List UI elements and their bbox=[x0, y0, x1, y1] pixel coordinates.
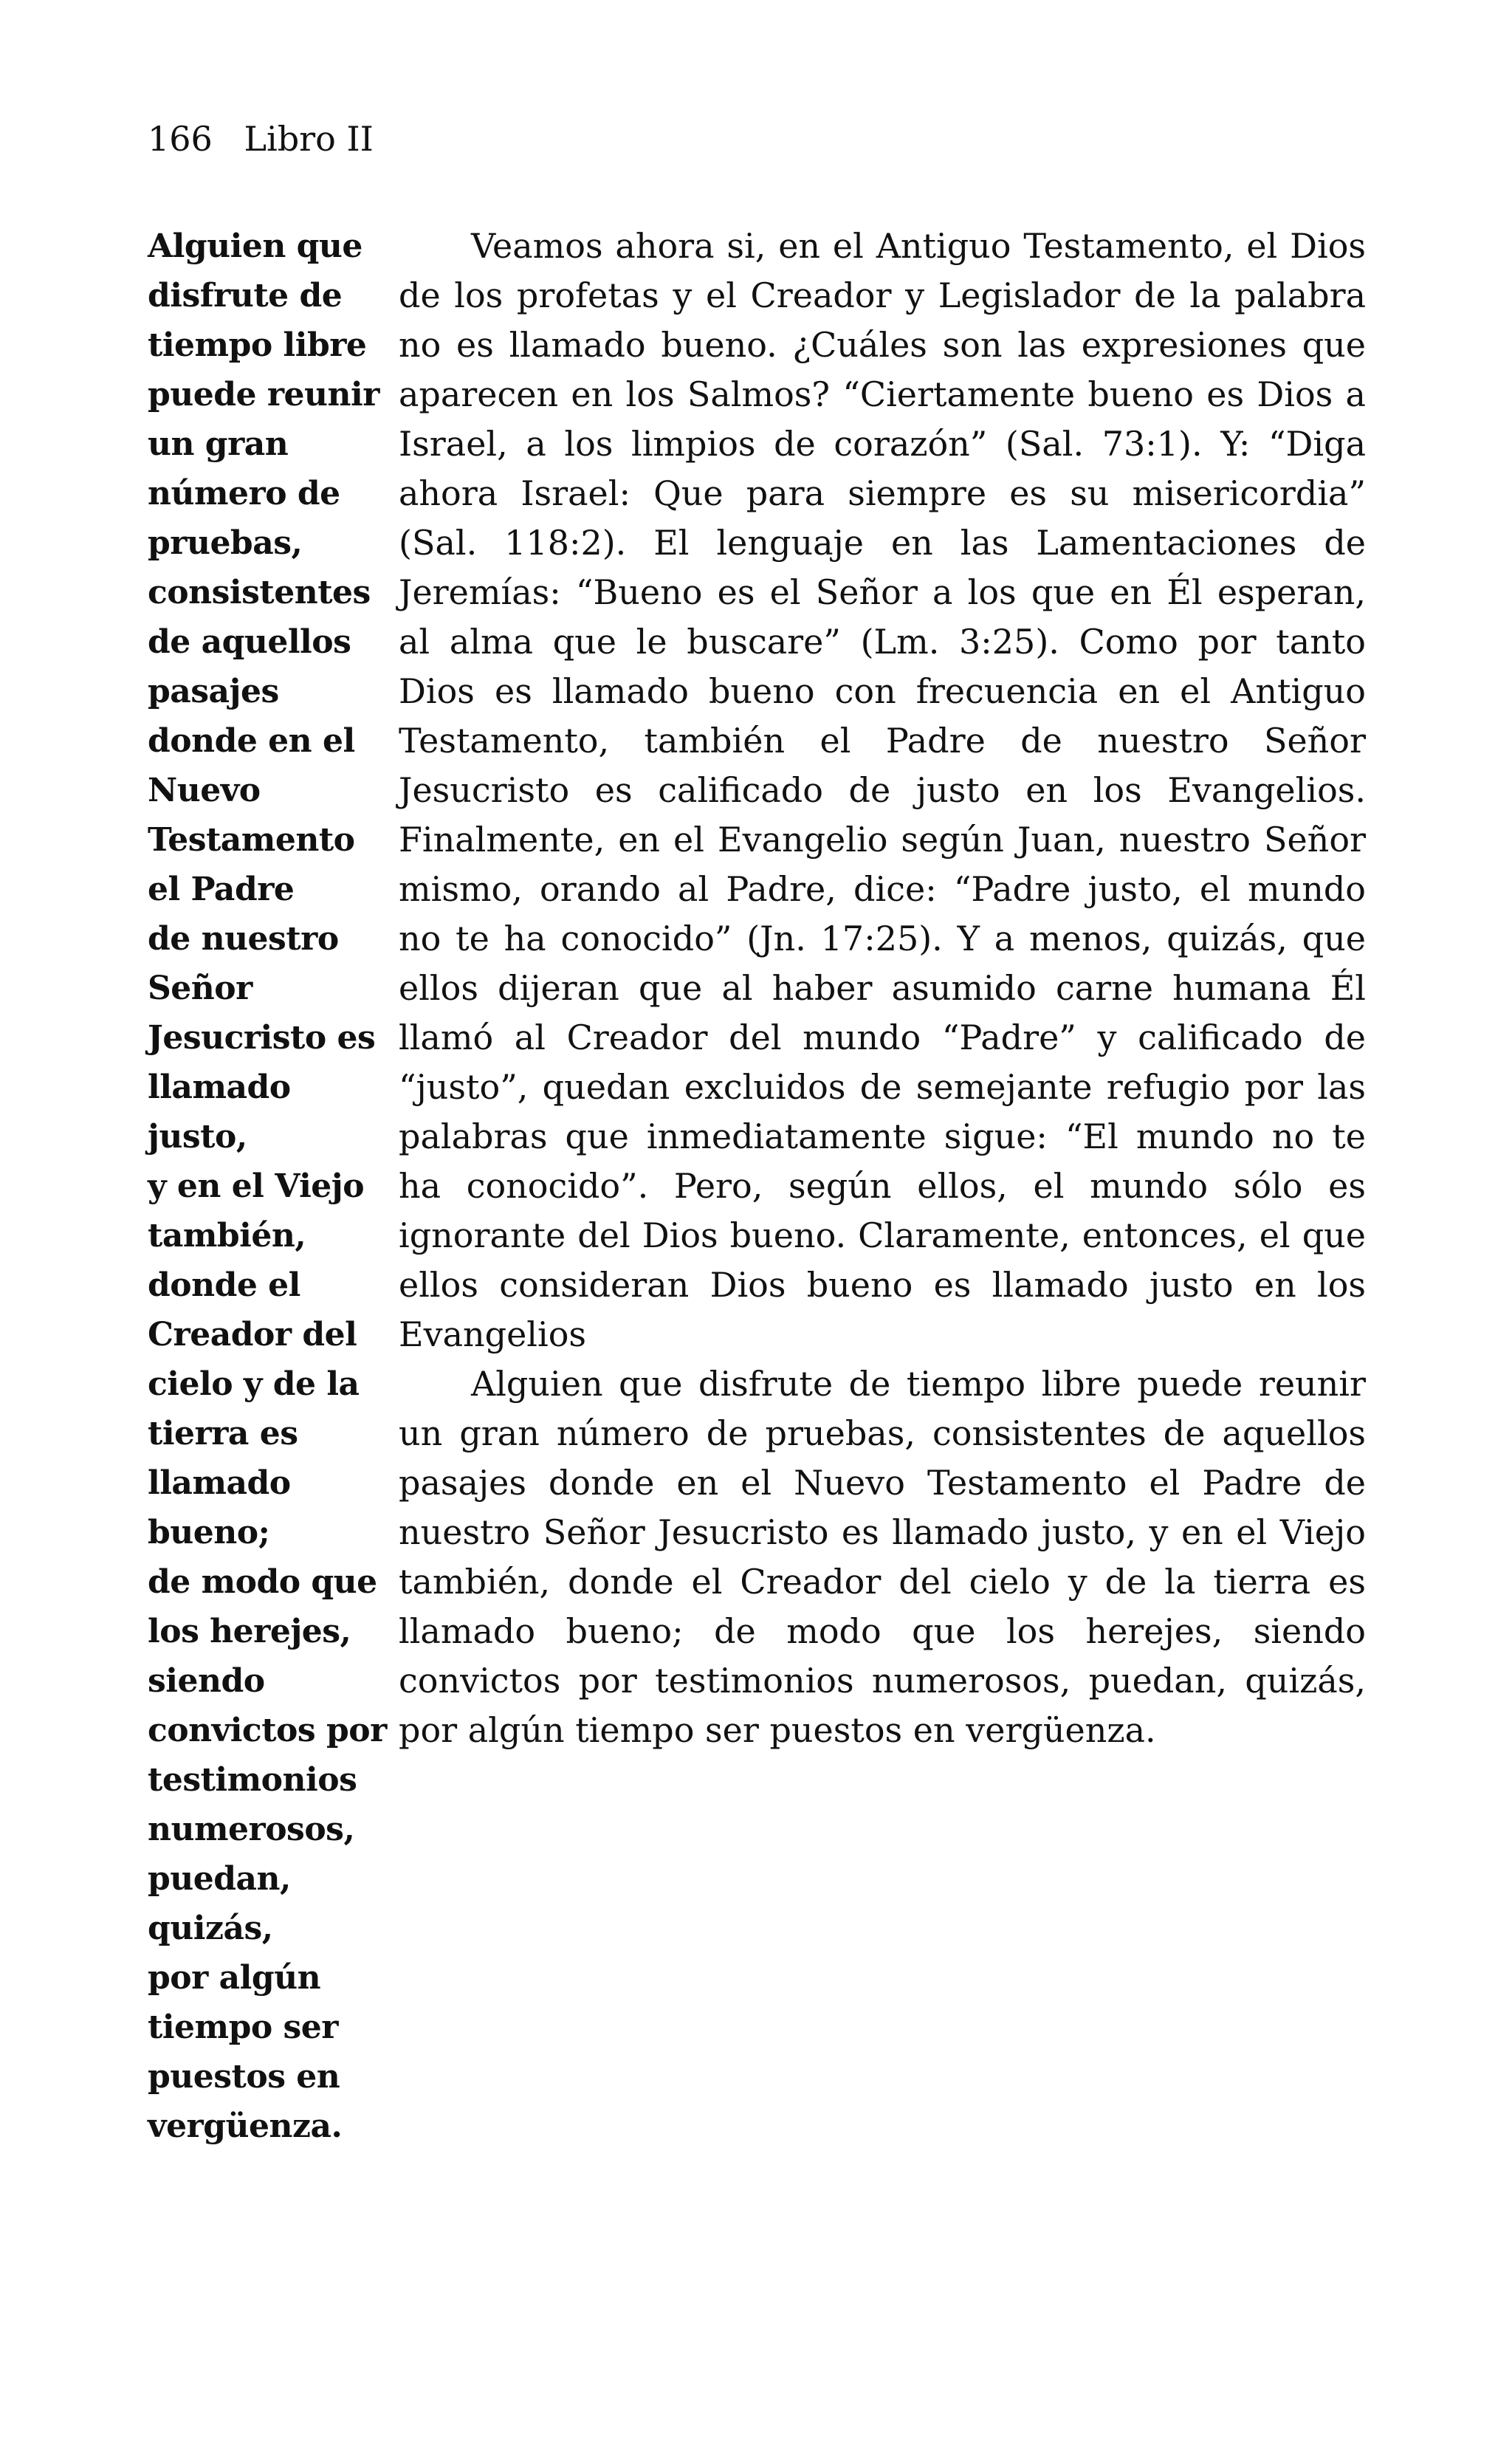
margin-line: por algún bbox=[148, 1959, 321, 1997]
margin-line: tiempo libre bbox=[148, 326, 367, 364]
margin-line: Señor bbox=[148, 970, 252, 1007]
margin-line: puestos en bbox=[148, 2058, 340, 2096]
margin-line: numerosos, bbox=[148, 1811, 355, 1848]
page-number: 166 bbox=[148, 119, 213, 159]
body-text bbox=[399, 222, 1366, 1755]
body-paragraph: Alguien que disfrute de tiempo libre puede reunir un gran número de pruebas, consistentes de aquellos pasajes donde en el Nuevo Testamento el Padre de nuestro Señor Jesucristo es llamado justo, y en el Viejo también, donde el Creador del cielo y de la tierra es llamado bueno; de modo que los herejes, siendo convictos por testimonios numerosos, puedan, quizás, por algún tiempo ser puestos en vergüenza. bbox=[399, 1364, 1366, 1750]
margin-summary bbox=[148, 222, 387, 2151]
margin-line: Jesucristo es bbox=[148, 1019, 376, 1057]
margin-line: convictos por bbox=[148, 1712, 387, 1749]
margin-line: Alguien que bbox=[148, 227, 362, 265]
margin-line: bueno; bbox=[148, 1514, 270, 1551]
margin-line: número de bbox=[148, 475, 340, 512]
margin-line: puede reunir bbox=[148, 376, 379, 414]
margin-line: el Padre bbox=[148, 871, 295, 908]
body-paragraph: Veamos ahora si, en el Antiguo Testamento, el Dios de los profetas y el Creador y Legislador de la palabra no es llamado bueno. ¿Cuáles son las expresiones que aparecen en los Salmos? “Ciertamente bueno es Dios a Israel, a los limpios de corazón” (Sal. 73:1). Y: “Diga ahora Israel: Que para siempre es su misericordia” (Sal. 118:2). El lenguaje en las Lamentaciones de Jeremías: “Bueno es el Señor a los que en Él esperan, al alma que le buscare” (Lm. 3:25). Como por tanto Dios es llamado bueno con frecuencia en el Antiguo Testamento, también el Padre de nuestro Señor Jesucristo es calificado de justo en los Evangelios. Finalmente, en el Evangelio según Juan, nuestro Señor mismo, orando al Padre, dice: “Padre justo, el mundo no te ha conocido” (Jn. 17:25). Y a menos, quizás, que ellos dijeran que al haber asumido carne humana Él llamó al Creador del mundo “Padre” y calificado de “justo”, quedan excluidos de semejante refugio por las palabras que inmediatamente sigue: “El mundo no te ha conocido”. Pero, según ellos, el mundo sólo es ignorante del Dios bueno. Claramente, entonces, el que ellos consideran Dios bueno es llamado justo en los Evangelios bbox=[399, 226, 1366, 1354]
margin-line: tierra es bbox=[148, 1415, 298, 1452]
margin-line: pruebas, bbox=[148, 524, 303, 562]
margin-line: de modo que bbox=[148, 1563, 377, 1601]
margin-line: testimonios bbox=[148, 1761, 357, 1799]
margin-line: de nuestro bbox=[148, 920, 339, 958]
margin-line: tiempo ser bbox=[148, 2008, 338, 2046]
margin-line: llamado bbox=[148, 1068, 291, 1106]
margin-line: cielo y de la bbox=[148, 1365, 360, 1403]
margin-line: quizás, bbox=[148, 1910, 273, 1947]
margin-line: Nuevo bbox=[148, 772, 261, 809]
book-title: Libro II bbox=[244, 119, 374, 159]
margin-line: los herejes, bbox=[148, 1613, 351, 1650]
page-header bbox=[148, 118, 374, 159]
margin-line: justo, bbox=[148, 1118, 247, 1156]
margin-line: puedan, bbox=[148, 1860, 291, 1898]
margin-line: también, bbox=[148, 1217, 306, 1255]
margin-line: pasajes bbox=[148, 673, 279, 710]
margin-line: vergüenza. bbox=[148, 2107, 343, 2145]
margin-line: donde en el bbox=[148, 722, 355, 760]
margin-line: siendo bbox=[148, 1662, 265, 1700]
margin-line: disfrute de bbox=[148, 277, 343, 315]
margin-line: consistentes bbox=[148, 574, 371, 611]
margin-line: Testamento bbox=[148, 821, 355, 859]
margin-line: donde el bbox=[148, 1266, 300, 1304]
margin-line: Creador del bbox=[148, 1316, 357, 1354]
margin-line: de aquellos bbox=[148, 623, 351, 661]
margin-line: llamado bbox=[148, 1464, 291, 1502]
margin-line: un gran bbox=[148, 425, 289, 463]
margin-line: y en el Viejo bbox=[148, 1167, 365, 1205]
